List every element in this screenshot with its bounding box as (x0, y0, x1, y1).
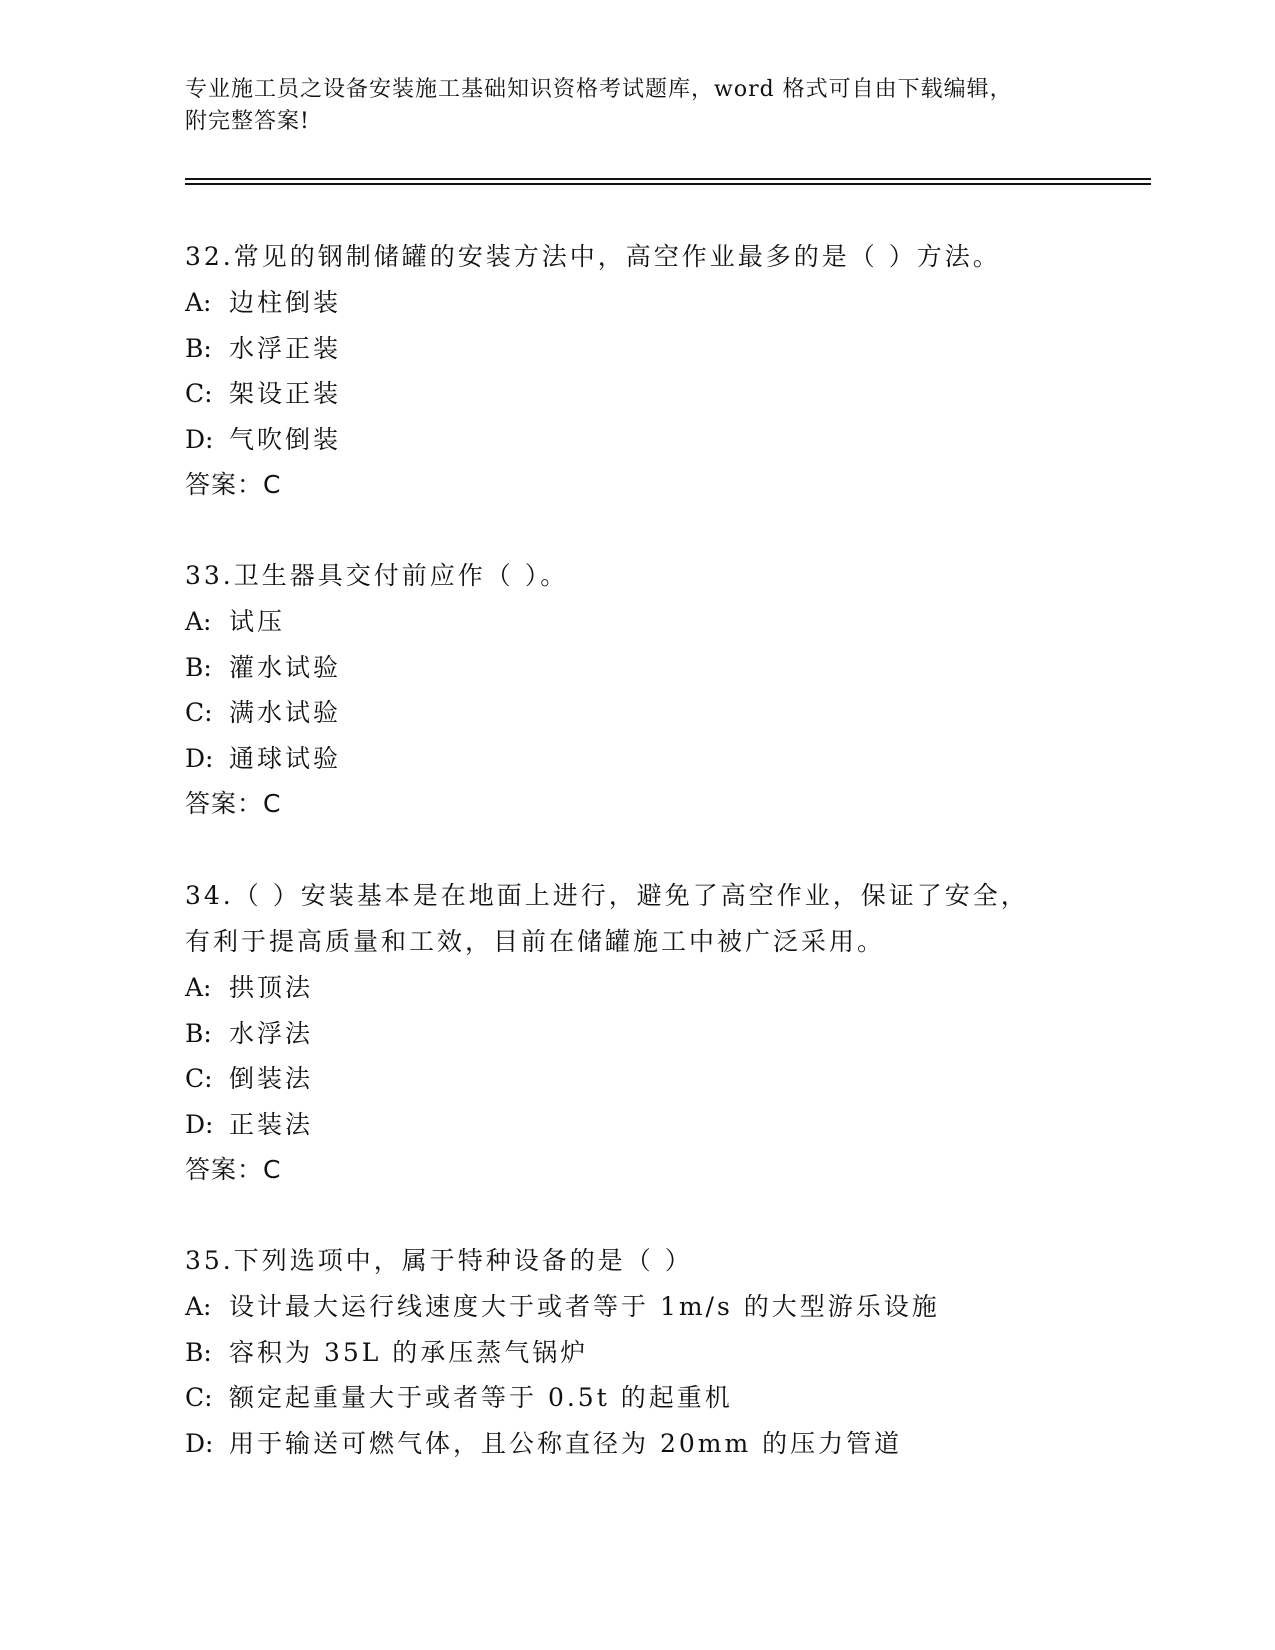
option-text: 用于输送可燃气体，且公称直径为 20mm 的压力管道 (229, 1428, 903, 1458)
option-key: A: (185, 973, 212, 1002)
option-a (185, 965, 1145, 1011)
option-key: D: (185, 743, 214, 773)
question-text: 35.下列选项中，属于特种设备的是（ ） (185, 1246, 693, 1275)
header-divider-top (185, 178, 1151, 180)
header-line-1: 专业施工员之设备安装施工基础知识资格考试题库，word 格式可自由下载编辑， (185, 77, 1013, 102)
option-text: 额定起重量大于或者等于 0.5t 的起重机 (229, 1383, 733, 1412)
question-34 (185, 873, 1145, 1193)
option-key: C: (185, 1064, 213, 1093)
option-key: C: (185, 379, 213, 408)
answer-text: 答案：C (185, 1155, 282, 1184)
option-text: 拱顶法 (229, 973, 314, 1002)
option-text: 水浮正装 (229, 333, 342, 363)
question-text: 32.常见的钢制储罐的安装方法中，高空作业最多的是（ ）方法。 (185, 242, 1001, 271)
option-c (185, 1056, 1145, 1102)
option-text: 倒装法 (229, 1064, 314, 1093)
header-line-2: 附完整答案! (185, 109, 310, 134)
option-b (185, 1330, 1145, 1376)
question-text-line-1: 34.（ ）安装基本是在地面上进行，避免了高空作业，保证了安全， (185, 881, 1029, 910)
option-c (185, 690, 1145, 736)
option-key: D: (185, 424, 214, 454)
option-text: 正装法 (229, 1109, 314, 1139)
option-a (185, 599, 1145, 645)
option-key: A: (185, 288, 212, 317)
option-key: D: (185, 1109, 214, 1139)
question-35 (185, 1238, 1145, 1466)
option-text: 水浮法 (229, 1018, 314, 1048)
option-text: 试压 (229, 607, 286, 636)
option-key: B: (185, 1337, 212, 1367)
option-key: C: (185, 698, 213, 727)
option-b (185, 645, 1145, 691)
answer-text: 答案：C (185, 470, 282, 499)
option-key: A: (185, 1292, 212, 1321)
option-text: 通球试验 (229, 743, 342, 773)
option-text: 架设正装 (229, 379, 342, 408)
option-a (185, 1284, 1145, 1330)
question-32 (185, 234, 1145, 508)
option-key: C: (185, 1383, 213, 1412)
option-c (185, 371, 1145, 417)
option-a (185, 280, 1145, 326)
answer-text: 答案：C (185, 789, 282, 818)
option-key: B: (185, 652, 212, 682)
option-d (185, 736, 1145, 782)
option-text: 气吹倒装 (229, 424, 342, 454)
option-text: 满水试验 (229, 698, 342, 727)
option-text: 灌水试验 (229, 652, 342, 682)
option-d (185, 417, 1145, 463)
header-divider-bottom (185, 183, 1151, 185)
option-text: 设计最大运行线速度大于或者等于 1m/s 的大型游乐设施 (229, 1292, 940, 1321)
option-key: A: (185, 607, 212, 636)
document-header (185, 74, 1085, 138)
question-33 (185, 553, 1145, 827)
option-key: D: (185, 1428, 214, 1458)
option-b (185, 1011, 1145, 1057)
option-b (185, 326, 1145, 372)
option-text: 容积为 35L 的承压蒸气锅炉 (229, 1337, 589, 1367)
option-key: B: (185, 1018, 212, 1048)
option-text: 边柱倒装 (229, 288, 342, 317)
question-text: 33.卫生器具交付前应作（ ）。 (185, 561, 569, 590)
option-d (185, 1102, 1145, 1148)
option-c (185, 1375, 1145, 1421)
question-text-line-2: 有利于提高质量和工效，目前在储罐施工中被广泛采用。 (185, 927, 886, 956)
option-d (185, 1421, 1145, 1467)
option-key: B: (185, 333, 212, 363)
